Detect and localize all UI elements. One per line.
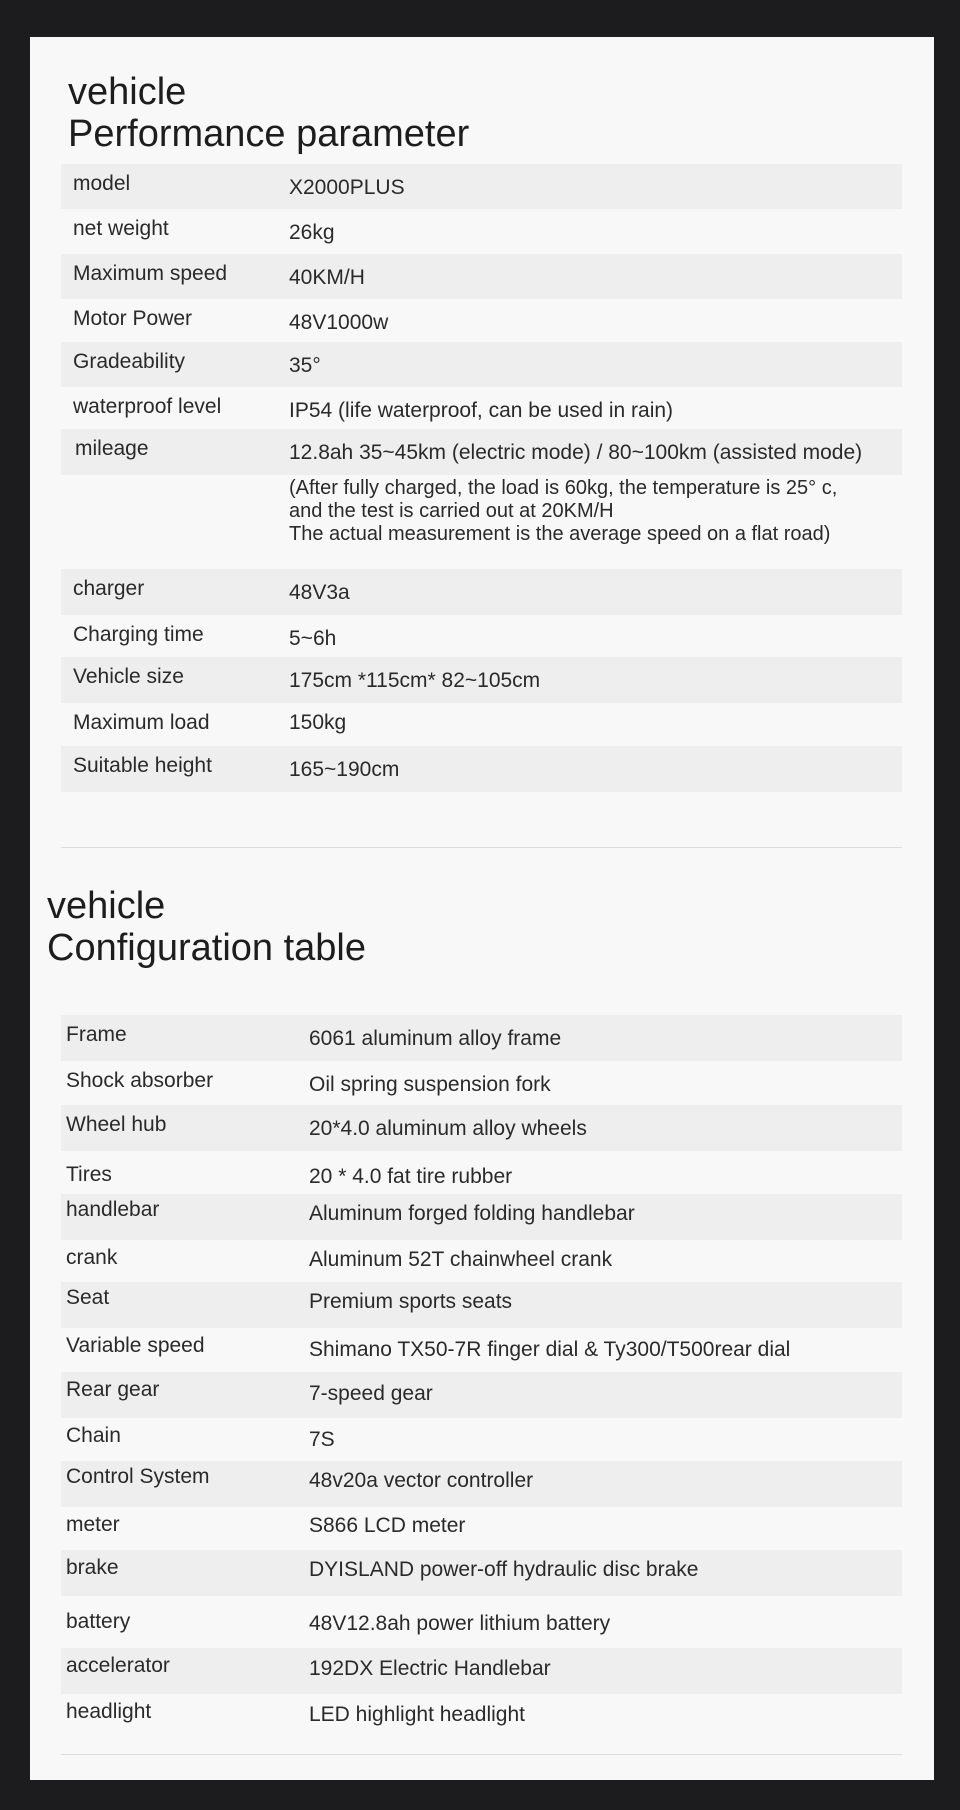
row-label: meter bbox=[66, 1513, 120, 1536]
row-label: Maximum load bbox=[73, 711, 210, 734]
mileage-note: (After fully charged, the load is 60kg, the temperature is 25° c, and the test is carried out at 20KM/H The actual measurement is the average speed on a flat road) bbox=[289, 477, 838, 545]
row-label: Wheel hub bbox=[66, 1113, 167, 1136]
row-label: accelerator bbox=[66, 1654, 170, 1677]
row-value: 7-speed gear bbox=[309, 1382, 433, 1405]
row-value: 48V1000w bbox=[289, 311, 389, 334]
table-row bbox=[61, 164, 902, 209]
table-row bbox=[61, 299, 902, 342]
table-row bbox=[61, 1507, 902, 1550]
row-label: crank bbox=[66, 1246, 118, 1269]
table-row bbox=[61, 1461, 902, 1507]
row-label: model bbox=[73, 172, 131, 195]
row-value: Oil spring suspension fork bbox=[309, 1073, 551, 1096]
table-row bbox=[61, 1648, 902, 1694]
table-row bbox=[61, 569, 902, 615]
table-row bbox=[61, 1418, 902, 1461]
row-label: Seat bbox=[66, 1286, 110, 1309]
row-value: Shimano TX50-7R finger dial & Ty300/T500rear dial bbox=[309, 1338, 791, 1361]
section-divider bbox=[61, 1754, 902, 1755]
row-label: Chain bbox=[66, 1424, 121, 1447]
row-value: X2000PLUS bbox=[289, 176, 405, 199]
table-row bbox=[61, 342, 902, 387]
table-row bbox=[61, 1151, 902, 1194]
spec-sheet bbox=[30, 37, 934, 1780]
row-value: 48v20a vector controller bbox=[309, 1469, 534, 1492]
row-label: Tires bbox=[66, 1163, 112, 1186]
table-row bbox=[61, 657, 902, 703]
table-row bbox=[61, 746, 902, 792]
performance-title-line1: vehicle bbox=[68, 71, 187, 113]
section-divider bbox=[61, 847, 902, 848]
table-row bbox=[61, 1372, 902, 1418]
row-label: Variable speed bbox=[66, 1334, 205, 1357]
row-value: IP54 (life waterproof, can be used in rain) bbox=[289, 399, 674, 422]
table-row bbox=[61, 1596, 902, 1648]
table-row bbox=[61, 429, 902, 475]
row-value: 165~190cm bbox=[289, 758, 400, 781]
row-label: Maximum speed bbox=[73, 262, 228, 285]
row-value: 48V12.8ah power lithium battery bbox=[309, 1612, 611, 1635]
row-label: net weight bbox=[73, 217, 169, 240]
table-row bbox=[61, 209, 902, 254]
configuration-table bbox=[61, 1015, 902, 1740]
row-value: 40KM/H bbox=[289, 266, 365, 289]
row-value: 20 * 4.0 fat tire rubber bbox=[309, 1165, 513, 1188]
table-row bbox=[61, 1061, 902, 1105]
table-row bbox=[61, 703, 902, 746]
row-value: 192DX Electric Handlebar bbox=[309, 1657, 551, 1680]
row-label: Vehicle size bbox=[73, 665, 184, 688]
table-row-note bbox=[61, 475, 902, 569]
row-value: 48V3a bbox=[289, 581, 350, 604]
row-value: Aluminum forged folding handlebar bbox=[309, 1202, 635, 1225]
table-row bbox=[61, 1240, 902, 1282]
row-label: Rear gear bbox=[66, 1378, 160, 1401]
row-value: 12.8ah 35~45km (electric mode) / 80~100km (assisted mode) bbox=[289, 441, 863, 464]
row-label: brake bbox=[66, 1556, 119, 1579]
performance-table bbox=[61, 164, 902, 792]
performance-title bbox=[68, 71, 469, 155]
row-value: 175cm *115cm* 82~105cm bbox=[289, 669, 541, 692]
row-label: mileage bbox=[75, 437, 149, 460]
row-label: Suitable height bbox=[73, 754, 212, 777]
table-row bbox=[61, 254, 902, 299]
row-label: Motor Power bbox=[73, 307, 193, 330]
row-value: 150kg bbox=[289, 711, 347, 734]
performance-title-line2: Performance parameter bbox=[68, 113, 470, 155]
row-label: waterproof level bbox=[73, 395, 222, 418]
row-label: Shock absorber bbox=[66, 1069, 214, 1092]
row-value: Aluminum 52T chainwheel crank bbox=[309, 1248, 613, 1271]
configuration-title-line1: vehicle bbox=[47, 885, 166, 927]
row-value: 26kg bbox=[289, 221, 335, 244]
table-row bbox=[61, 615, 902, 657]
row-value: Premium sports seats bbox=[309, 1290, 513, 1313]
table-row bbox=[61, 1550, 902, 1596]
row-value: 5~6h bbox=[289, 627, 337, 650]
table-row bbox=[61, 1015, 902, 1061]
table-row bbox=[61, 1282, 902, 1328]
row-value: LED highlight headlight bbox=[309, 1703, 525, 1726]
row-value: DYISLAND power-off hydraulic disc brake bbox=[309, 1558, 699, 1581]
table-row bbox=[61, 1694, 902, 1740]
row-label: headlight bbox=[66, 1700, 152, 1723]
configuration-title bbox=[47, 885, 366, 969]
row-label: Control System bbox=[66, 1465, 210, 1488]
row-value: 20*4.0 aluminum alloy wheels bbox=[309, 1117, 587, 1140]
table-row bbox=[61, 1105, 902, 1151]
row-label: handlebar bbox=[66, 1198, 160, 1221]
row-value: 35° bbox=[289, 354, 321, 377]
row-label: Frame bbox=[66, 1023, 127, 1046]
row-label: Gradeability bbox=[73, 350, 186, 373]
row-value: 7S bbox=[309, 1428, 335, 1451]
row-value: 6061 aluminum alloy frame bbox=[309, 1027, 562, 1050]
configuration-title-line2: Configuration table bbox=[47, 927, 366, 969]
row-label: charger bbox=[73, 577, 145, 600]
row-label: battery bbox=[66, 1610, 131, 1633]
table-row bbox=[61, 387, 902, 429]
table-row bbox=[61, 1328, 902, 1372]
table-row bbox=[61, 1194, 902, 1240]
row-value: S866 LCD meter bbox=[309, 1514, 466, 1537]
row-label: Charging time bbox=[73, 623, 204, 646]
